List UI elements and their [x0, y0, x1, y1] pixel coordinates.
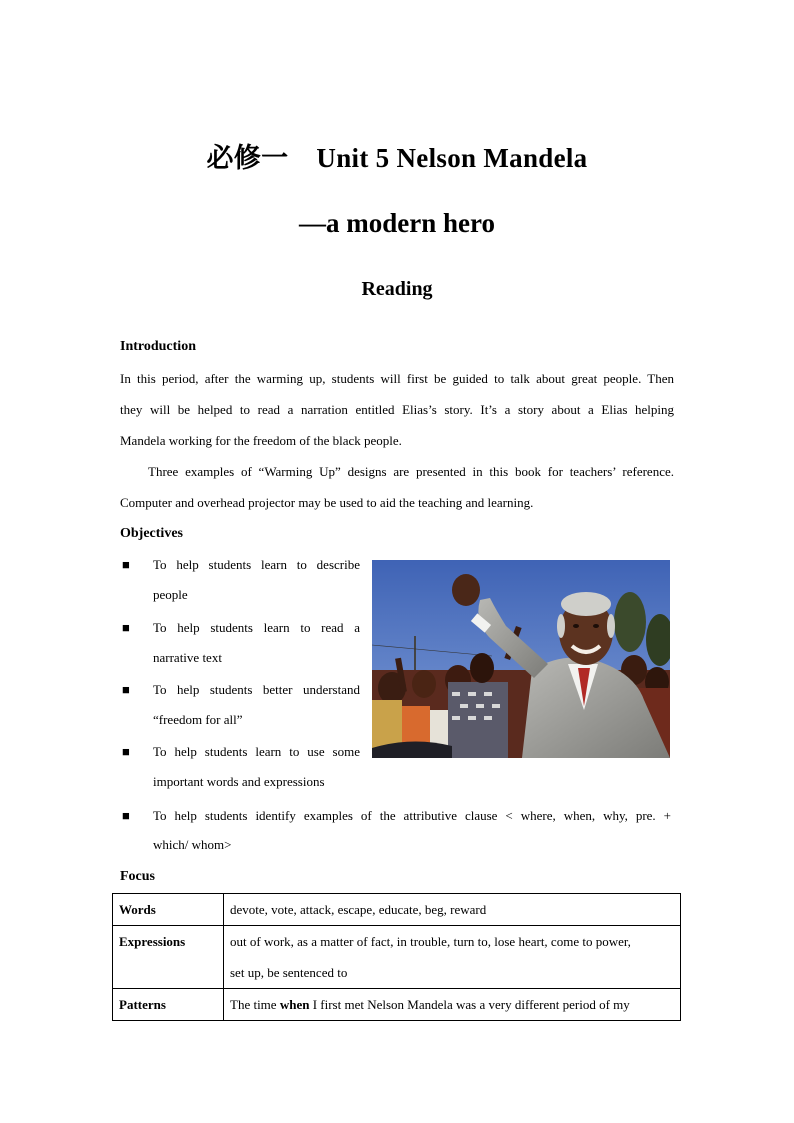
focus-heading: Focus — [120, 869, 155, 884]
list-item-text: To help students learn to use some — [153, 744, 360, 759]
bullet-icon: ■ — [122, 620, 130, 635]
introduction-paragraph-1 — [120, 363, 674, 456]
bullet-icon: ■ — [122, 808, 130, 823]
mandela-photo — [372, 560, 670, 758]
list-item-text: To help students learn to read a — [153, 620, 360, 635]
unit-title — [0, 136, 794, 175]
unit-title-en: Unit 5 Nelson Mandela — [316, 143, 588, 173]
table-cell-key: Expressions — [113, 926, 224, 989]
table-row — [113, 894, 681, 926]
list-item-text: people — [153, 587, 188, 602]
list-item-text: To help students learn to describe — [153, 557, 360, 572]
introduction-heading: Introduction — [120, 339, 196, 354]
table-row — [113, 989, 681, 1021]
table-cell-value: devote, vote, attack, escape, educate, beg, reward — [224, 894, 681, 926]
list-item-text: To help students better understand — [153, 682, 360, 697]
text-line: In this period, after the warming up, students will first be guided to talk about great people. Then — [120, 371, 674, 386]
unit-title-cn: 必修一 — [206, 143, 289, 173]
unit-subtitle: —a modern hero — [299, 208, 495, 238]
bullet-icon: ■ — [122, 682, 130, 697]
list-item-text: “freedom for all” — [153, 712, 243, 727]
introduction-paragraph-2 — [120, 456, 674, 518]
text-line: Computer and overhead projector may be used to aid the teaching and learning. — [120, 495, 534, 510]
list-item-text: important words and expressions — [153, 774, 325, 789]
list-item-text: narrative text — [153, 650, 222, 665]
table-cell-value: out of work, as a matter of fact, in trouble, turn to, lose heart, come to power, set up, be sentenced to — [224, 926, 681, 989]
list-item-text: To help students identify examples of the attributive clause < where, when, why, pre. + — [153, 808, 671, 823]
list-item-text: which/ whom> — [153, 837, 232, 852]
table-cell-key: Words — [113, 894, 224, 926]
bullet-icon: ■ — [122, 557, 130, 572]
focus-table — [112, 893, 681, 1021]
table-row — [113, 926, 681, 989]
table-cell-value: The time when I first met Nelson Mandela was a very different period of my — [224, 989, 681, 1021]
text-line: Mandela working for the freedom of the black people. — [120, 433, 402, 448]
table-cell-key: Patterns — [113, 989, 224, 1021]
section-title: Reading — [361, 278, 433, 300]
bullet-icon: ■ — [122, 744, 130, 759]
objectives-heading: Objectives — [120, 526, 183, 541]
mandela-photo-illustration — [372, 560, 670, 758]
text-line: they will be helped to read a narration entitled Elias’s story. It’s a story about a Elias helping — [120, 402, 674, 417]
text-line: Three examples of “Warming Up” designs are presented in this book for teachers’ reference. — [148, 464, 674, 479]
